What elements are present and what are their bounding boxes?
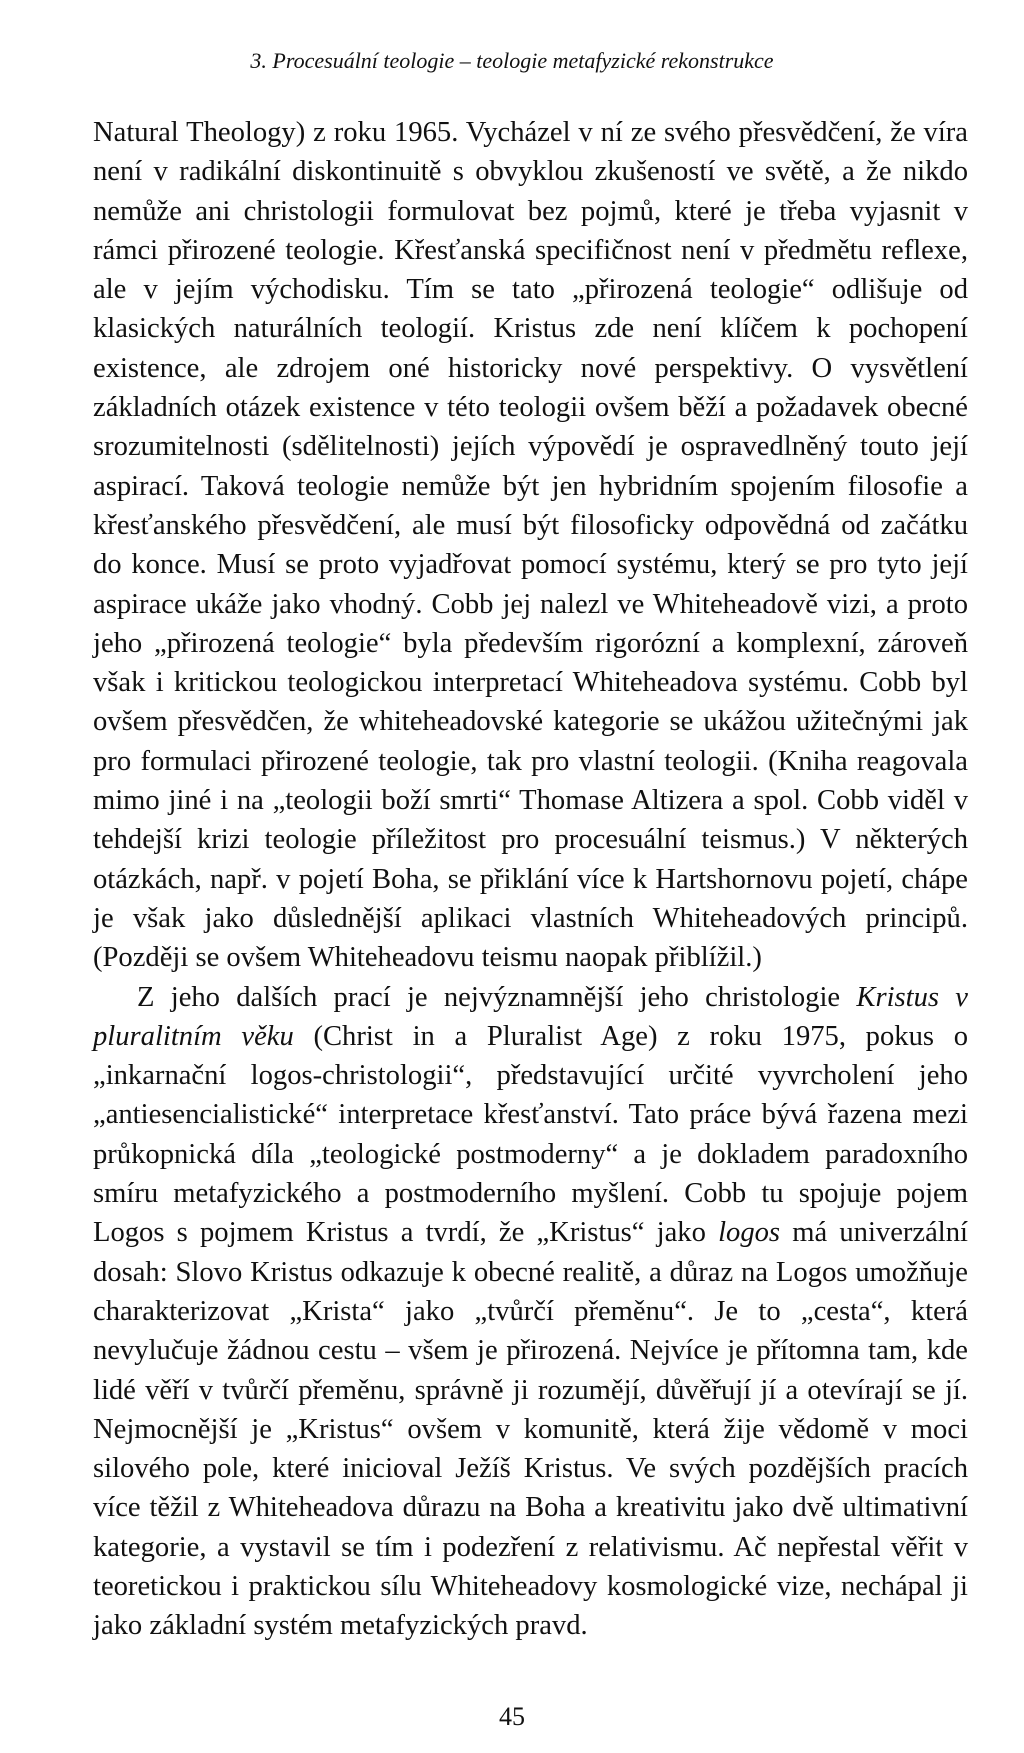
running-header: 3. Procesuální teologie – teologie metafyzické rekonstrukce [250,48,774,73]
paragraph-christology [93,978,968,1646]
logos-term-italic: logos [718,1217,781,1249]
body-text [93,113,968,1646]
paragraph-lead: Z jeho dalších prací je nejvýznamnější jeho christologie [137,981,857,1013]
paragraph-after-title: (Christ in a Pluralist Age) z roku 1975, pokus o „inkarnační logos-christologii“, představující určité vyvrcholení jeho „antiesencialistické“ interpretace křesťanství. Tato práce bývá řazena mezi průkopnická díla „teologické postmoderny“ a je dokladem paradoxního smíru metafyzického a postmoderního myšlení. Cobb tu spojuje pojem Logos s pojmem Kristus a tvrdí, že „Kristus“ jako [93,1020,968,1249]
paragraph-continuation: Natural Theology) z roku 1965. Vycházel v ní ze svého přesvědčení, že víra není v radikální diskontinuitě s obvyklou zkušeností ve světě, a že nikdo nemůže ani christologii formulovat bez pojmů, které je třeba vyjasnit v rámci přirozené teologie. Křesťanská specifičnost není v předmětu reflexe, ale v jejím východisku. Tím se tato „přirozená teologie“ odlišuje od klasických naturálních teologií. Kristus zde není klíčem k pochopení existence, ale zdrojem oné historicky nové perspektivy. O vysvětlení základních otázek existence v této teologii ovšem běží a požadavek obecné srozumitelnosti (sdělitelnosti) jejích výpovědí je ospravedlněný touto její aspirací. Taková teologie nemůže být jen hybridním spojením filosofie a křesťanského přesvědčení, ale musí být filosoficky odpovědná od začátku do konce. Musí se proto vyjadřovat pomocí systému, který se pro tyto její aspirace ukáže jako vhodný. Cobb jej nalezl ve Whiteheadově vizi, a proto jeho „přirozená teologie“ byla především rigorózní a komplexní, zároveň však i kritickou teologickou interpretací Whiteheadova systému. Cobb byl ovšem přesvědčen, že whiteheadovské kategorie se ukážou užitečnými jak pro formulaci přirozené teologie, tak pro vlastní teologii. (Kniha reagovala mimo jiné i na „teologii boží smrti“ Thomase Altizera a spol. Cobb viděl v tehdejší krizi teologie příležitost pro procesuální teismus.) V některých otázkách, např. v pojetí Boha, se přiklání více k Hartshornovu pojetí, chápe je však jako důslednější aplikaci vlastních Whiteheadových principů. (Později se ovšem Whiteheadovu teismu naopak přiblížil.) [93,117,968,974]
page-number: 45 [499,1702,525,1731]
paragraph-rest: má univerzální dosah: Slovo Kristus odkazuje k obecné realitě, a důraz na Logos umožňuje charakterizovat „Krista“ jako „tvůrčí přeměnu“. Je to „cesta“, která nevylučuje žádnou cestu – všem je přirozená. Nejvíce je přítomna tam, kde lidé věří v tvůrčí přeměnu, správně ji rozumějí, důvěřují jí a otevírají se jí. Nejmocnější je „Kristus“ ovšem v komunitě, která žije vědomě v moci silového pole, které inicioval Ježíš Kristus. Ve svých pozdějších pracích více těžil z Whiteheadova důrazu na Boha a kreativitu jako dvě ultimativní kategorie, a vystavil se tím i podezření z relativismu. Ač nepřestal věřit v teoretickou i praktickou sílu Whiteheadovy kosmologické vize, nechápal ji jako základní systém metafyzických pravd. [93,1217,968,1642]
book-title-italic: Kristus v pluralitním věku [93,981,968,1052]
